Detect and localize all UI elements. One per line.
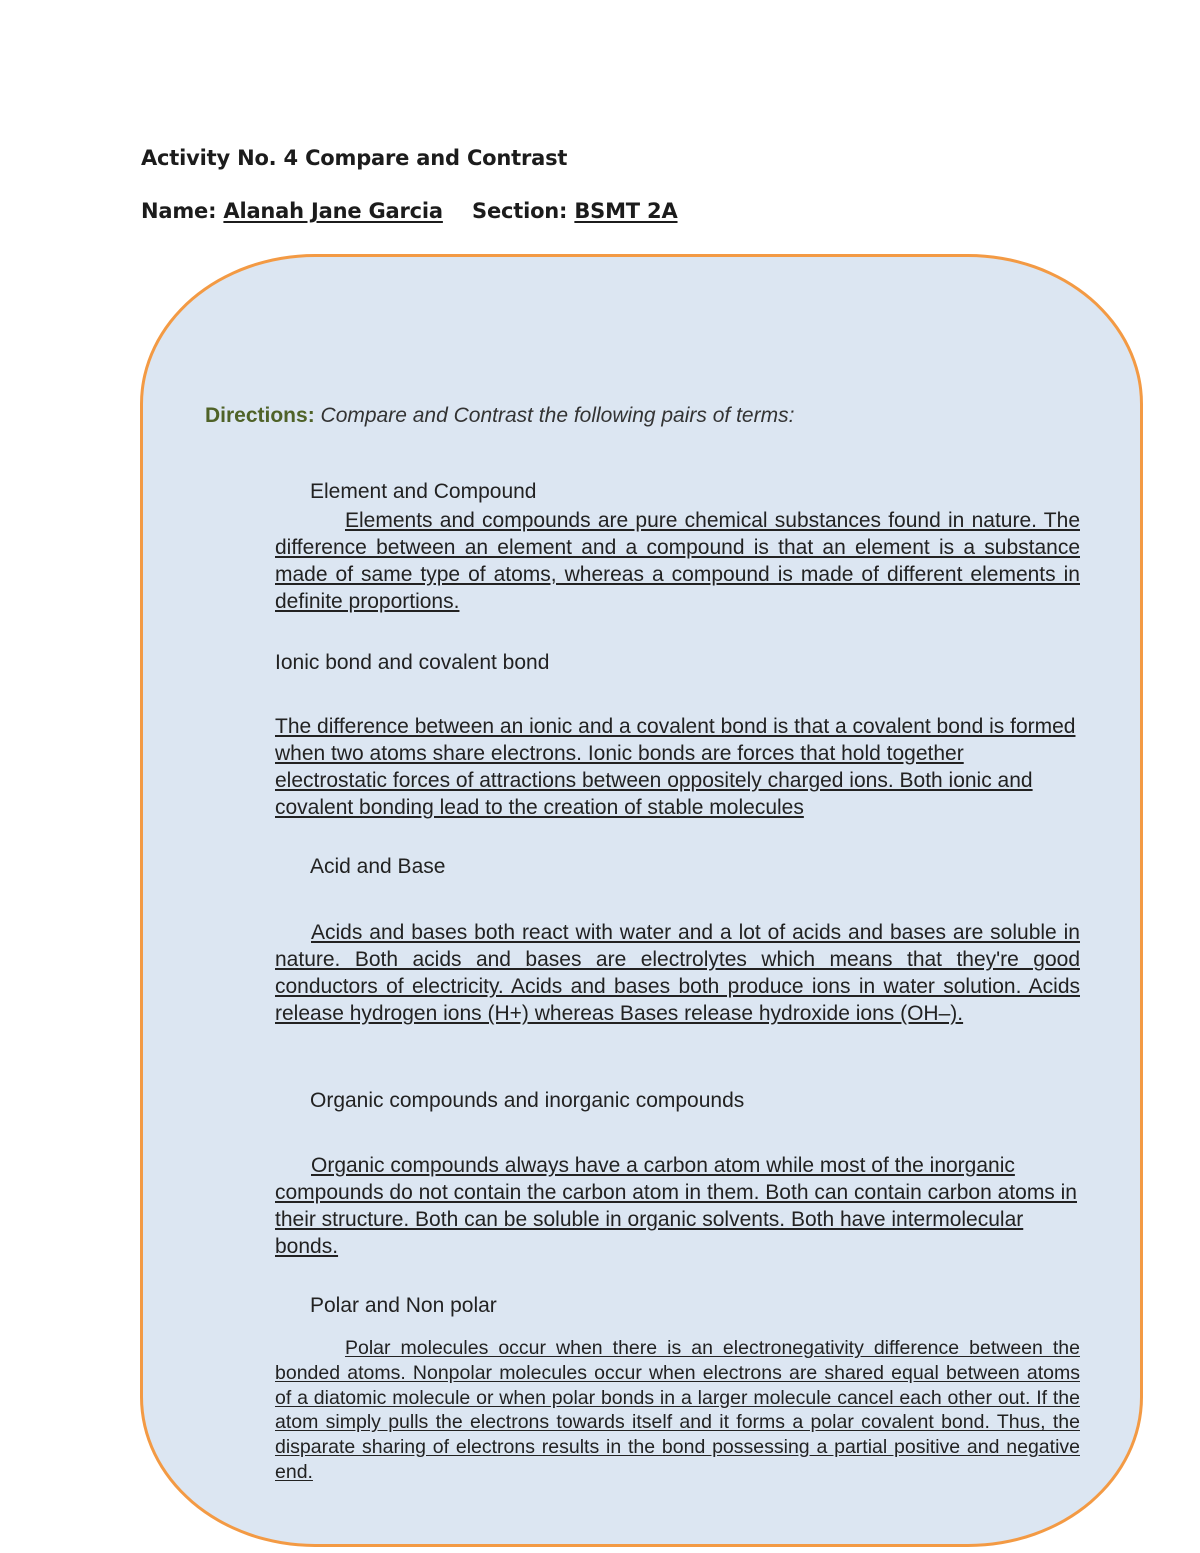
name-label: Name: bbox=[141, 199, 217, 223]
term-organic-inorganic: Organic compounds and inorganic compounds bbox=[310, 1089, 745, 1112]
answer-ionic-covalent: The difference between an ionic and a covalent bond is that a covalent bond is formed when two atoms share electrons. Ionic bonds are forces that hold together electrostatic forces of attractions between oppositely charged ions. Both ionic and covalent bonding lead to the creation of stable molecules bbox=[275, 715, 1076, 819]
term-polar-nonpolar: Polar and Non polar bbox=[310, 1294, 497, 1317]
page-title: Activity No. 4 Compare and Contrast bbox=[141, 146, 568, 170]
answer-acid-base: Acids and bases both react with water and a lot of acids and bases are soluble in nature. Both acids and bases are electrolytes which means that they're good conductors of electricity. Acids and bases both produce ions in water solution. Acids release hydrogen ions (H+) whereas Bases release hydroxide ions (OH–). bbox=[275, 921, 1080, 1025]
student-name: Alanah Jane Garcia bbox=[223, 199, 443, 223]
directions bbox=[205, 404, 794, 428]
section-label: Section: bbox=[472, 199, 568, 223]
answer-polar-nonpolar: Polar molecules occur when there is an electronegativity difference between the bonded atoms. Nonpolar molecules occur when electrons are shared equal between atoms of a diatomic molecule or when polar bonds in a larger molecule cancel each other out. If the atom simply pulls the electrons towards itself and it forms a polar covalent bond. Thus, the disparate sharing of electrons results in the bond possessing a partial positive and negative end. bbox=[275, 1337, 1080, 1483]
directions-text: Compare and Contrast the following pairs of terms: bbox=[320, 404, 795, 427]
directions-label: Directions: bbox=[205, 404, 315, 427]
answer-element-compound: Elements and compounds are pure chemical substances found in nature. The difference between an element and a compound is that an element is a substance made of same type of atoms, whereas a compound is made of different elements in definite proportions. bbox=[275, 509, 1080, 613]
answer-organic-inorganic: Organic compounds always have a carbon atom while most of the inorganic compounds do not contain the carbon atom in them. Both can contain carbon atoms in their structure. Both can be soluble in organic solvents. Both have intermolecular bonds. bbox=[275, 1154, 1077, 1258]
term-element-compound: Element and Compound bbox=[310, 480, 537, 503]
term-acid-base: Acid and Base bbox=[310, 855, 446, 878]
name-section-line bbox=[141, 199, 678, 223]
section-value: BSMT 2A bbox=[574, 199, 678, 223]
term-ionic-covalent: Ionic bond and covalent bond bbox=[275, 651, 550, 674]
